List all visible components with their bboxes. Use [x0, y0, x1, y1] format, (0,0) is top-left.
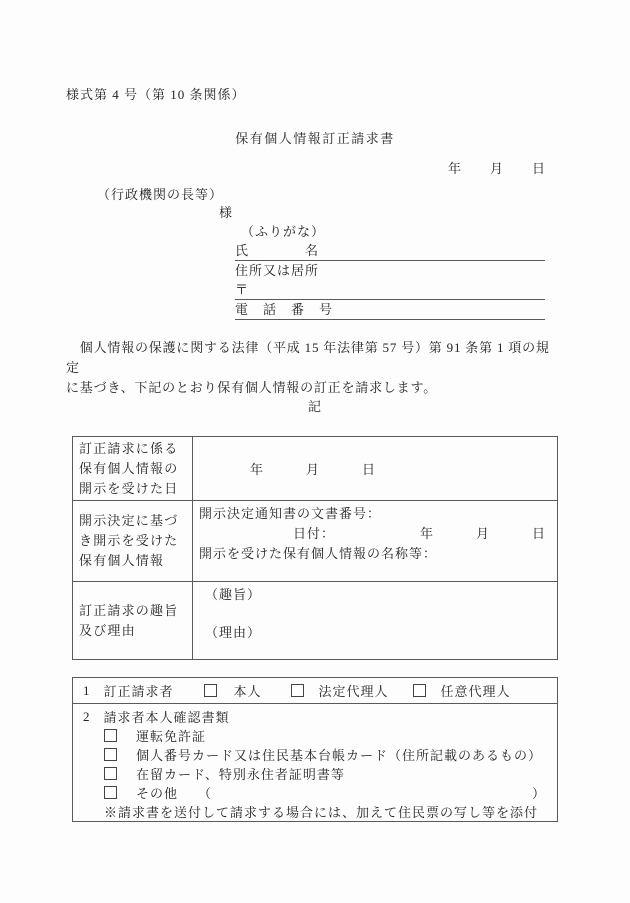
submission-date-field[interactable]: 年 月 日 [447, 161, 546, 176]
checkbox-mynumber-card[interactable] [104, 748, 117, 761]
requester-type-label: 訂正請求者 [103, 684, 174, 699]
disclosed-info-cell [193, 501, 558, 582]
addressee-label: （行政機関の長等） [97, 187, 224, 202]
reason-field[interactable]: （理由） [205, 625, 262, 640]
body-paragraph [66, 338, 562, 398]
table-row [73, 678, 558, 704]
mynumber-card-label: 個人番号カード又は住民基本台帳カード（住所記載のあるもの） [136, 748, 543, 763]
checkbox-legal-representative[interactable] [291, 684, 304, 697]
section-mark: 記 [307, 399, 322, 414]
name-field[interactable]: 氏 名 [235, 241, 545, 261]
checkbox-principal[interactable] [204, 684, 217, 697]
notice-date-field[interactable]: 日付： 年 月 日 [293, 526, 547, 541]
table-row [73, 582, 558, 660]
body-paragraph-line: 個人情報の保護に関する法律（平成 15 年法律第 57 号）第 91 条第 1 項の規定 [66, 340, 550, 375]
row-header-purport-reason: 訂正請求の趣旨 及び理由 [73, 582, 193, 660]
other-label: その他 [136, 786, 179, 801]
info-name-field[interactable]: 開示を受けた保有個人情報の名称等： [199, 546, 438, 561]
honorific-label: 様 [219, 205, 234, 220]
option-legal-representative-label: 法定代理人 [318, 684, 389, 699]
table-row [73, 704, 558, 822]
requester-verification-table [72, 677, 558, 822]
option-voluntary-representative-label: 任意代理人 [440, 684, 511, 699]
residence-card-label: 在留カード、特別永住者証明書等 [136, 767, 345, 782]
doc-number-field[interactable]: 開示決定通知書の文書番号： [199, 506, 382, 521]
disclosure-date-field[interactable]: 年 月 日 [193, 437, 558, 501]
row-header-disclosure-date: 訂正請求に係る 保有個人情報の 開示を受けた日 [73, 437, 193, 501]
form-number: 様式第 4 号（第 10 条関係） [66, 87, 246, 102]
identity-documents-row [73, 704, 558, 822]
other-paren-open: （ [198, 786, 213, 801]
item-number: 2 [83, 708, 91, 724]
checkbox-other[interactable] [104, 786, 117, 799]
mailing-note: ※請求書を送付して請求する場合には、加えて住民票の写し等を添付 [104, 805, 539, 820]
body-paragraph-line: に基づき、下記のとおり保有個人情報の訂正を請求します。 [66, 380, 438, 395]
purport-field[interactable]: （趣旨） [205, 587, 262, 602]
option-principal-label: 本人 [233, 684, 262, 699]
correction-details-table [72, 436, 558, 660]
row-header-disclosed-info: 開示決定に基づ き開示を受けた 保有個人情報 [73, 501, 193, 582]
requester-type-row [73, 678, 558, 704]
drivers-license-label: 運転免許証 [136, 729, 207, 744]
other-paren-close: ） [531, 786, 546, 801]
checkbox-residence-card[interactable] [104, 767, 117, 780]
furigana-label: （ふりがな） [241, 224, 326, 239]
item-number: 1 [83, 682, 91, 698]
checkbox-voluntary-representative[interactable] [413, 684, 426, 697]
checkbox-drivers-license[interactable] [104, 729, 117, 742]
document-title: 保有個人情報訂正請求書 [235, 131, 395, 146]
address-label: 住所又は居所 [235, 263, 320, 278]
postal-code-field[interactable]: 〒 [235, 280, 545, 300]
applicant-info-block [235, 222, 545, 320]
identity-documents-label: 請求者本人確認書類 [103, 710, 230, 725]
phone-number-field[interactable]: 電 話 番 号 [235, 300, 545, 320]
purport-reason-cell [193, 582, 558, 660]
table-row [73, 437, 558, 501]
table-row [73, 501, 558, 582]
